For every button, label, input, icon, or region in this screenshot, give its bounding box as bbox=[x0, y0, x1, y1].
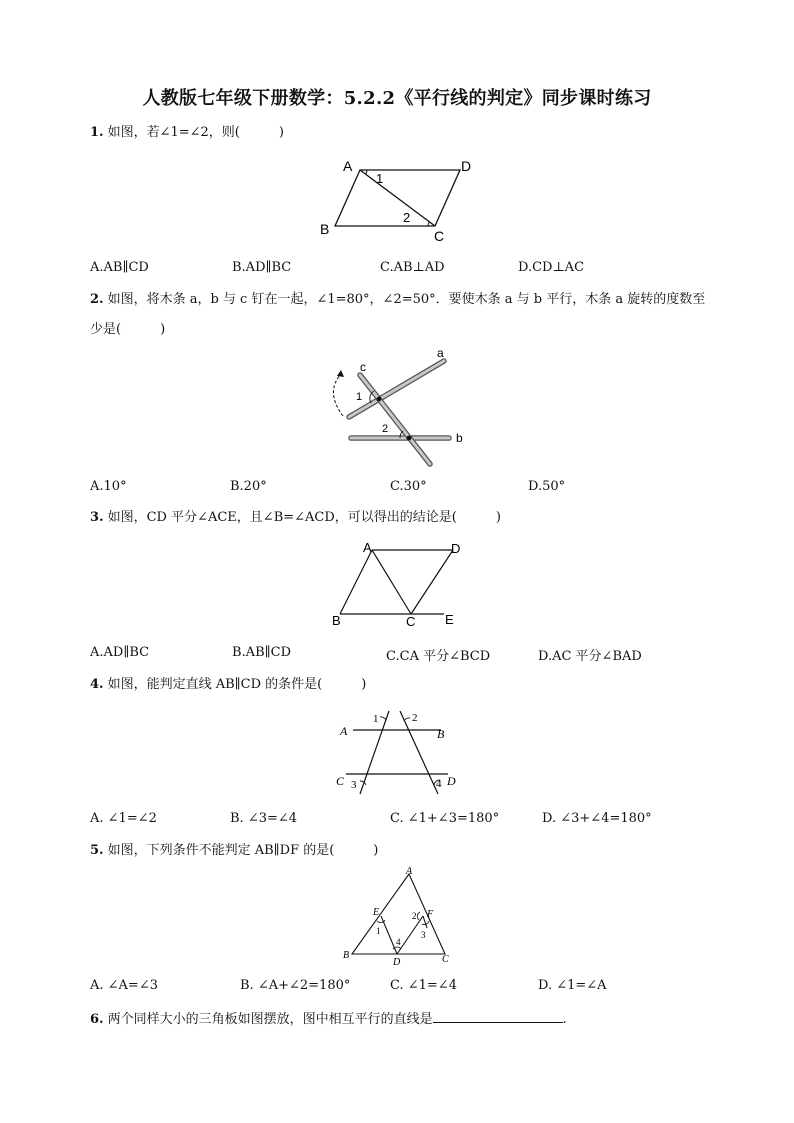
option-a[interactable]: A.10° bbox=[90, 479, 127, 494]
line-ab bbox=[340, 550, 372, 614]
options-q3 bbox=[90, 645, 710, 665]
question-number: 4. bbox=[90, 677, 104, 692]
label-angle-1: 1 bbox=[376, 171, 384, 186]
label-angle-4: 4 bbox=[396, 937, 401, 947]
label-d: D bbox=[447, 774, 456, 788]
arrow-head-icon bbox=[337, 370, 344, 377]
option-b[interactable]: B. ∠3=∠4 bbox=[230, 811, 298, 826]
label-d: D bbox=[393, 957, 401, 968]
nail-2 bbox=[407, 436, 412, 441]
options-q2 bbox=[90, 479, 710, 499]
figure-lines-ab-cd bbox=[330, 703, 465, 803]
option-d[interactable]: D.AC 平分∠BAD bbox=[538, 649, 642, 664]
label-c: c bbox=[360, 360, 366, 374]
label-b: B bbox=[332, 613, 341, 628]
question-5 bbox=[90, 836, 710, 866]
label-e: E bbox=[373, 907, 380, 918]
option-b[interactable]: B.AD∥BC bbox=[232, 260, 292, 275]
label-angle-3: 3 bbox=[351, 779, 357, 791]
answer-blank[interactable] bbox=[433, 1008, 563, 1023]
diagonal-ac bbox=[360, 170, 435, 226]
label-a: A bbox=[363, 540, 372, 555]
figure-abcde bbox=[325, 535, 475, 631]
nail-1 bbox=[377, 397, 382, 402]
page-title: 人教版七年级下册数学：5.2.2《平行线的判定》同步课时练习 bbox=[142, 88, 652, 109]
question-tail: . bbox=[562, 1012, 567, 1027]
option-d[interactable]: D. ∠1=∠A bbox=[538, 978, 607, 993]
option-a[interactable]: A. ∠A=∠3 bbox=[90, 978, 158, 993]
question-number: 6. bbox=[90, 1012, 104, 1027]
label-c: C bbox=[442, 954, 449, 965]
angle-2-arc bbox=[417, 912, 420, 920]
label-angle-2: 2 bbox=[382, 423, 389, 435]
option-d[interactable]: D. ∠3+∠4=180° bbox=[542, 811, 652, 826]
option-a[interactable]: A. ∠1=∠2 bbox=[90, 811, 157, 826]
rotation-arrow bbox=[333, 374, 343, 416]
question-number: 5. bbox=[90, 843, 104, 858]
question-4 bbox=[90, 670, 710, 700]
label-b: B bbox=[437, 727, 445, 741]
option-c[interactable]: C.AB⊥AD bbox=[380, 260, 445, 275]
option-c[interactable]: C.30° bbox=[390, 479, 427, 494]
label-f: F bbox=[427, 909, 434, 920]
figure-parallelogram-abcd bbox=[310, 150, 490, 245]
label-angle-1: 1 bbox=[376, 926, 381, 936]
label-c: C bbox=[434, 228, 445, 244]
question-number: 3. bbox=[90, 510, 104, 525]
question-6 bbox=[90, 1005, 710, 1035]
options-q4 bbox=[90, 811, 710, 831]
option-c[interactable]: C. ∠1=∠4 bbox=[390, 978, 457, 993]
label-a: A bbox=[406, 866, 413, 877]
label-angle-3: 3 bbox=[421, 930, 426, 940]
question-text: 两个同样大小的三角板如图摆放，图中相互平行的直线是 bbox=[107, 1012, 433, 1027]
angle-1-arc bbox=[380, 717, 386, 720]
option-c[interactable]: C.CA 平分∠BCD bbox=[386, 649, 491, 664]
option-b[interactable]: B. ∠A+∠2=180° bbox=[240, 978, 351, 993]
question-3 bbox=[90, 503, 710, 533]
label-angle-2: 2 bbox=[412, 712, 418, 724]
label-e: E bbox=[445, 612, 454, 627]
question-number: 2. bbox=[90, 292, 104, 307]
question-number: 1. bbox=[90, 125, 104, 140]
question-text: 如图，能判定直线 AB∥CD 的条件是( ) bbox=[107, 677, 367, 692]
label-b: B bbox=[320, 221, 330, 237]
line-cd bbox=[411, 550, 453, 614]
question-text: 如图，CD 平分∠ACE，且∠B=∠ACD，可以得出的结论是( ) bbox=[107, 510, 501, 525]
label-angle-2: 2 bbox=[412, 911, 417, 921]
option-d[interactable]: D.50° bbox=[528, 479, 566, 494]
option-b[interactable]: B.AB∥CD bbox=[232, 645, 292, 660]
transversal-right bbox=[400, 711, 438, 794]
option-d[interactable]: D.CD⊥AC bbox=[518, 260, 585, 275]
option-a[interactable]: A.AD∥BC bbox=[90, 645, 150, 660]
label-b: B bbox=[343, 950, 350, 961]
label-a: a bbox=[437, 348, 444, 360]
label-b: b bbox=[456, 431, 463, 445]
question-1 bbox=[90, 118, 710, 148]
label-d: D bbox=[461, 158, 472, 174]
label-d: D bbox=[451, 541, 461, 556]
label-angle-1: 1 bbox=[373, 713, 379, 725]
question-text: 如图，若∠1=∠2，则( ) bbox=[107, 125, 284, 140]
question-2 bbox=[90, 285, 710, 345]
option-c[interactable]: C. ∠1+∠3=180° bbox=[390, 811, 500, 826]
figure-wooden-sticks bbox=[325, 348, 480, 473]
label-angle-1: 1 bbox=[356, 391, 363, 403]
label-angle-4: 4 bbox=[436, 778, 442, 790]
label-a: A bbox=[340, 724, 348, 738]
option-a[interactable]: A.AB∥CD bbox=[90, 260, 149, 275]
label-a: A bbox=[343, 158, 353, 174]
label-c: C bbox=[406, 614, 416, 629]
question-text: 如图，将木条 a，b 与 c 钉在一起，∠1=80°，∠2=50°．要使木条 a 与 b 平行，木条 a 旋转的度数至少是( ) bbox=[90, 292, 706, 337]
label-angle-2: 2 bbox=[403, 210, 411, 225]
options-q5 bbox=[90, 978, 710, 998]
question-text: 如图，下列条件不能判定 AB∥DF 的是( ) bbox=[107, 843, 379, 858]
label-c: C bbox=[336, 774, 345, 788]
figure-triangle-abc bbox=[335, 864, 465, 970]
options-q1 bbox=[90, 260, 710, 280]
option-b[interactable]: B.20° bbox=[230, 479, 267, 494]
line-ac bbox=[372, 550, 411, 614]
